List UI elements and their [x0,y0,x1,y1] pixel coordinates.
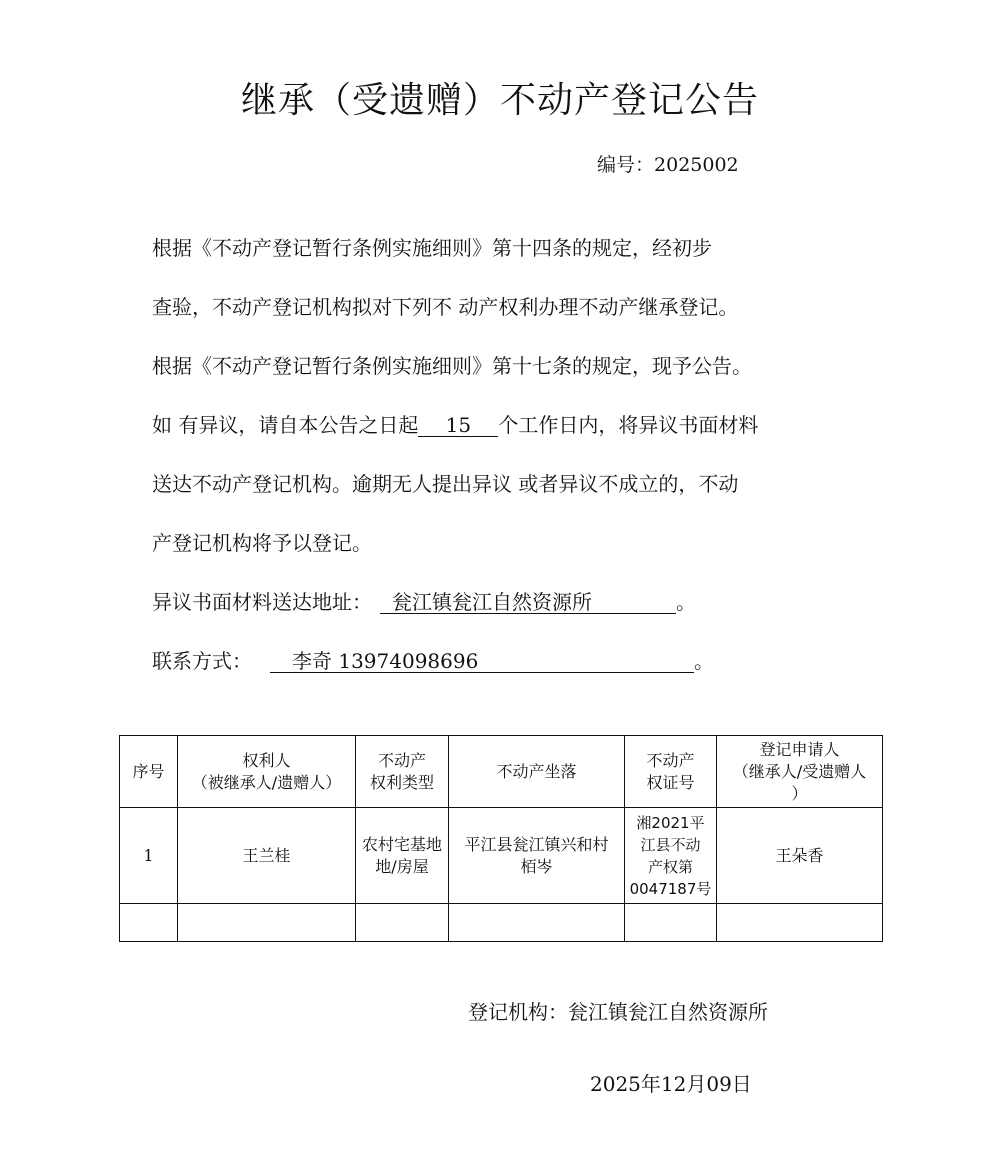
header-right-type: 不动产 权利类型 [356,736,449,808]
empty-cell [625,904,717,942]
cell-location: 平江县瓮江镇兴和村 栢岑 [449,808,625,904]
address-value: 瓮江镇瓮江自然资源所 [380,591,676,614]
address-end-mark: 。 [676,590,696,614]
objection-days: 15 [418,414,498,437]
contact-end-mark: 。 [694,649,714,673]
header-right-holder: 权利人 （被继承人/遗赠人） [178,736,356,808]
body-line-6: 产登记机构将予以登记。 [152,531,372,555]
empty-cell [449,904,625,942]
registrar-name: 瓮江镇瓮江自然资源所 [568,1000,768,1024]
header-index: 序号 [120,736,178,808]
page-title: 继承（受遗赠）不动产登记公告 [240,80,759,121]
address-label: 异议书面材料送达地址： [152,590,372,614]
body-line-2: 查验，不动产登记机构拟对下列不 动产权利办理不动产继承登记。 [152,295,739,319]
empty-cell [178,904,356,942]
objection-line [152,409,852,438]
cell-right-type: 农村宅基地 地/房屋 [356,808,449,904]
header-location: 不动产坐落 [449,736,625,808]
contact-label: 联系方式： [152,649,252,673]
table-header-row [120,736,883,808]
table-row-empty [120,904,883,942]
empty-cell [120,904,178,942]
body-line-3: 根据《不动产登记暂行条例实施细则》第十七条的规定，现予公告。 [152,354,752,378]
cell-certificate-no: 湘2021平 江县不动 产权第 0047187号 [625,808,717,904]
address-line [152,586,852,615]
document-number-value: 2025002 [654,154,739,176]
objection-suffix: 个工作日内，将异议书面材料 [498,413,759,437]
body-line-5: 送达不动产登记机构。逾期无人提出异议 或者异议不成立的，不动 [152,472,739,496]
objection-prefix: 如 有异议，请自本公告之日起 [152,413,419,437]
document-number-label: 编号： [597,154,655,176]
empty-cell [356,904,449,942]
document-number [597,150,739,177]
notice-date: 2025年12月09日 [590,1072,752,1096]
table-row [120,808,883,904]
header-certificate-no: 不动产 权证号 [625,736,717,808]
cell-right-holder: 王兰桂 [178,808,356,904]
contact-line [152,645,852,674]
body-line-1: 根据《不动产登记暂行条例实施细则》第十四条的规定，经初步 [152,236,712,260]
registration-table [119,735,883,942]
header-applicant: 登记申请人 （继承人/受遗赠人 ） [717,736,883,808]
contact-value: 李奇 13974098696 [270,650,694,673]
cell-applicant: 王朵香 [717,808,883,904]
empty-cell [717,904,883,942]
cell-index: 1 [120,808,178,904]
registrar-label: 登记机构： [468,1000,568,1024]
registrar-line [468,996,768,1025]
